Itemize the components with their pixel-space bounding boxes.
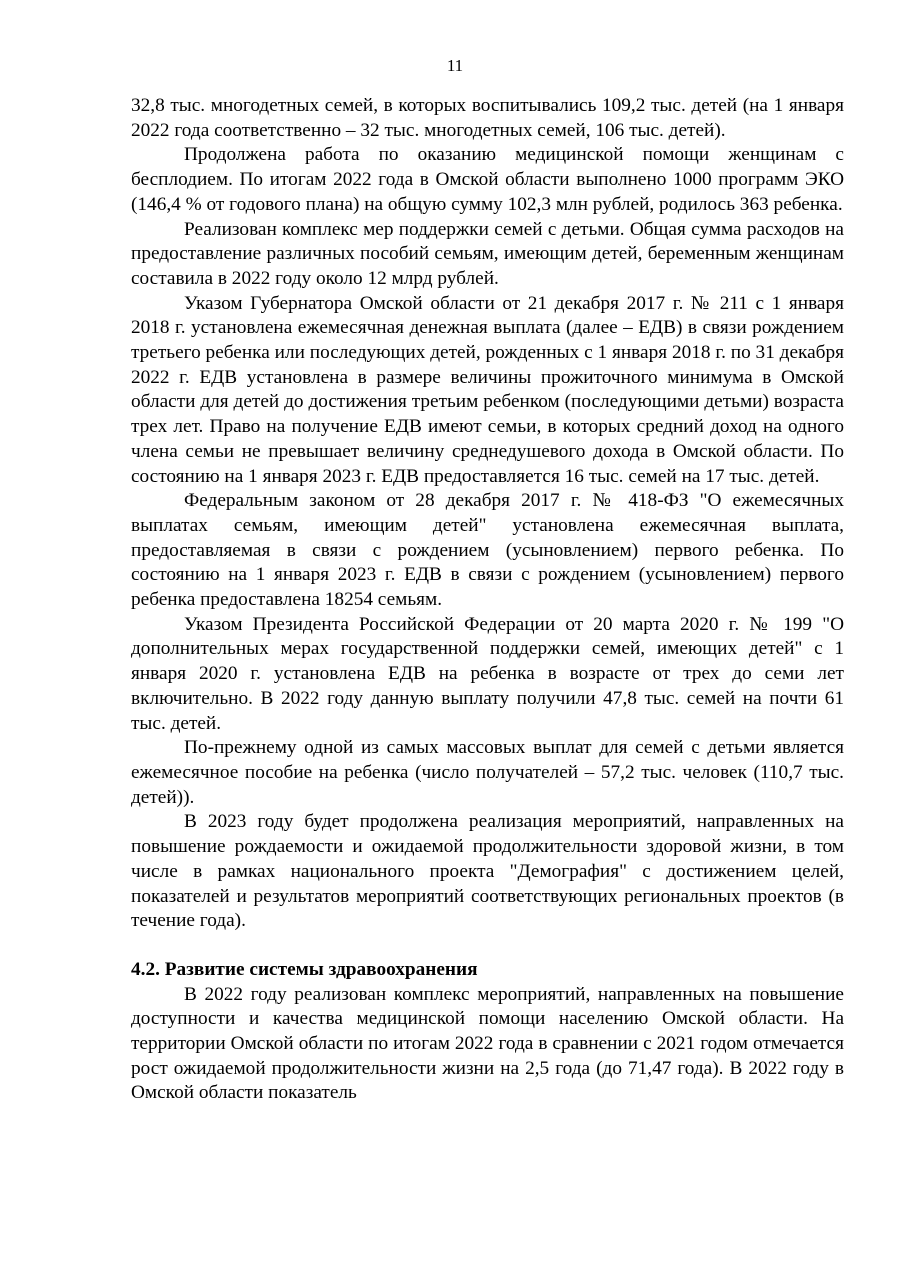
paragraph-healthcare-2022: В 2022 году реализован комплекс мероприятий, направленных на повышение доступности и качества медицинской помощи населению Омской области. На территории Омской области по итогам 2022 года в сравнении с 2021 годом отмечается рост ожидаемой продолжительности жизни на 2,5 года (до 71,47 года). В 2022 году в Омской области показатель xyxy=(131,983,844,1104)
paragraph-ivf-programs: Продолжена работа по оказанию медицинской помощи женщинам с бесплодием. По итогам 2022 года в Омской области выполнено 1000 программ ЭКО (146,4 % от годового плана) на общую сумму 102,3 млн рублей, родилось 363 ребенка. xyxy=(131,144,844,215)
page-number: 11 xyxy=(446,56,464,75)
paragraph-governor-decree: Указом Губернатора Омской области от 21 декабря 2017 г. № 211 с 1 января 2018 г. установлена ежемесячная денежная выплата (далее – ЕДВ) в связи рождением третьего ребенка или последующих детей, рожденных с 1 января 2018 г. по 31 декабря 2022 г. ЕДВ установлена в размере величины прожиточного минимума в Омской области для детей до достижения третьим ребенком (последующими детьми) возраста трех лет. Право на получение ЕДВ имеют семьи, в которых средний доход на одного члена семьи не превышает величину среднедушевого дохода в Омской области. По состоянию на 1 января 2023 г. ЕДВ предоставляется 16 тыс. семей на 17 тыс. детей. xyxy=(131,292,844,487)
paragraph-family-support: Реализован комплекс мер поддержки семей с детьми. Общая сумма расходов на предоставление различных пособий семьям, имеющим детей, беременным женщинам составила в 2022 году около 12 млрд рублей. xyxy=(131,218,844,289)
paragraph-monthly-allowance: По-прежнему одной из самых массовых выплат для семей с детьми является ежемесячное пособие на ребенка (число получателей – 57,2 тыс. человек (110,7 тыс. детей)). xyxy=(131,737,844,808)
paragraph-presidential-decree: Указом Президента Российской Федерации от 20 марта 2020 г. № 199 "О дополнительных мерах государственной поддержки семей, имеющих детей" с 1 января 2020 г. установлена ЕДВ на ребенка в возрасте от трех до семи лет включительно. В 2022 году данную выплату получили 47,8 тыс. семей на почти 61 тыс. детей. xyxy=(131,613,844,734)
document-body xyxy=(131,94,844,1106)
paragraph-2023-plans: В 2023 году будет продолжена реализация мероприятий, направленных на повышение рождаемости и ожидаемой продолжительности здоровой жизни, в том числе в рамках национального проекта "Демография" с достижением целей, показателей и результатов мероприятий соответствующих региональных проектов (в течение года). xyxy=(131,811,844,932)
paragraph-federal-law: Федеральным законом от 28 декабря 2017 г. № 418-ФЗ "О ежемесячных выплатах семьям, имеющим детей" установлена ежемесячная выплата, предоставляемая в связи с рождением (усыновлением) первого ребенка. По состоянию на 1 января 2023 г. ЕДВ в связи с рождением (усыновлением) первого ребенка предоставлена 18254 семьям. xyxy=(131,490,844,611)
paragraph-multichild-families: 32,8 тыс. многодетных семей, в которых воспитывались 109,2 тыс. детей (на 1 января 2022 года соответственно – 32 тыс. многодетных семей, 106 тыс. детей). xyxy=(131,95,844,141)
section-heading-healthcare: 4.2. Развитие системы здравоохранения xyxy=(131,958,478,980)
